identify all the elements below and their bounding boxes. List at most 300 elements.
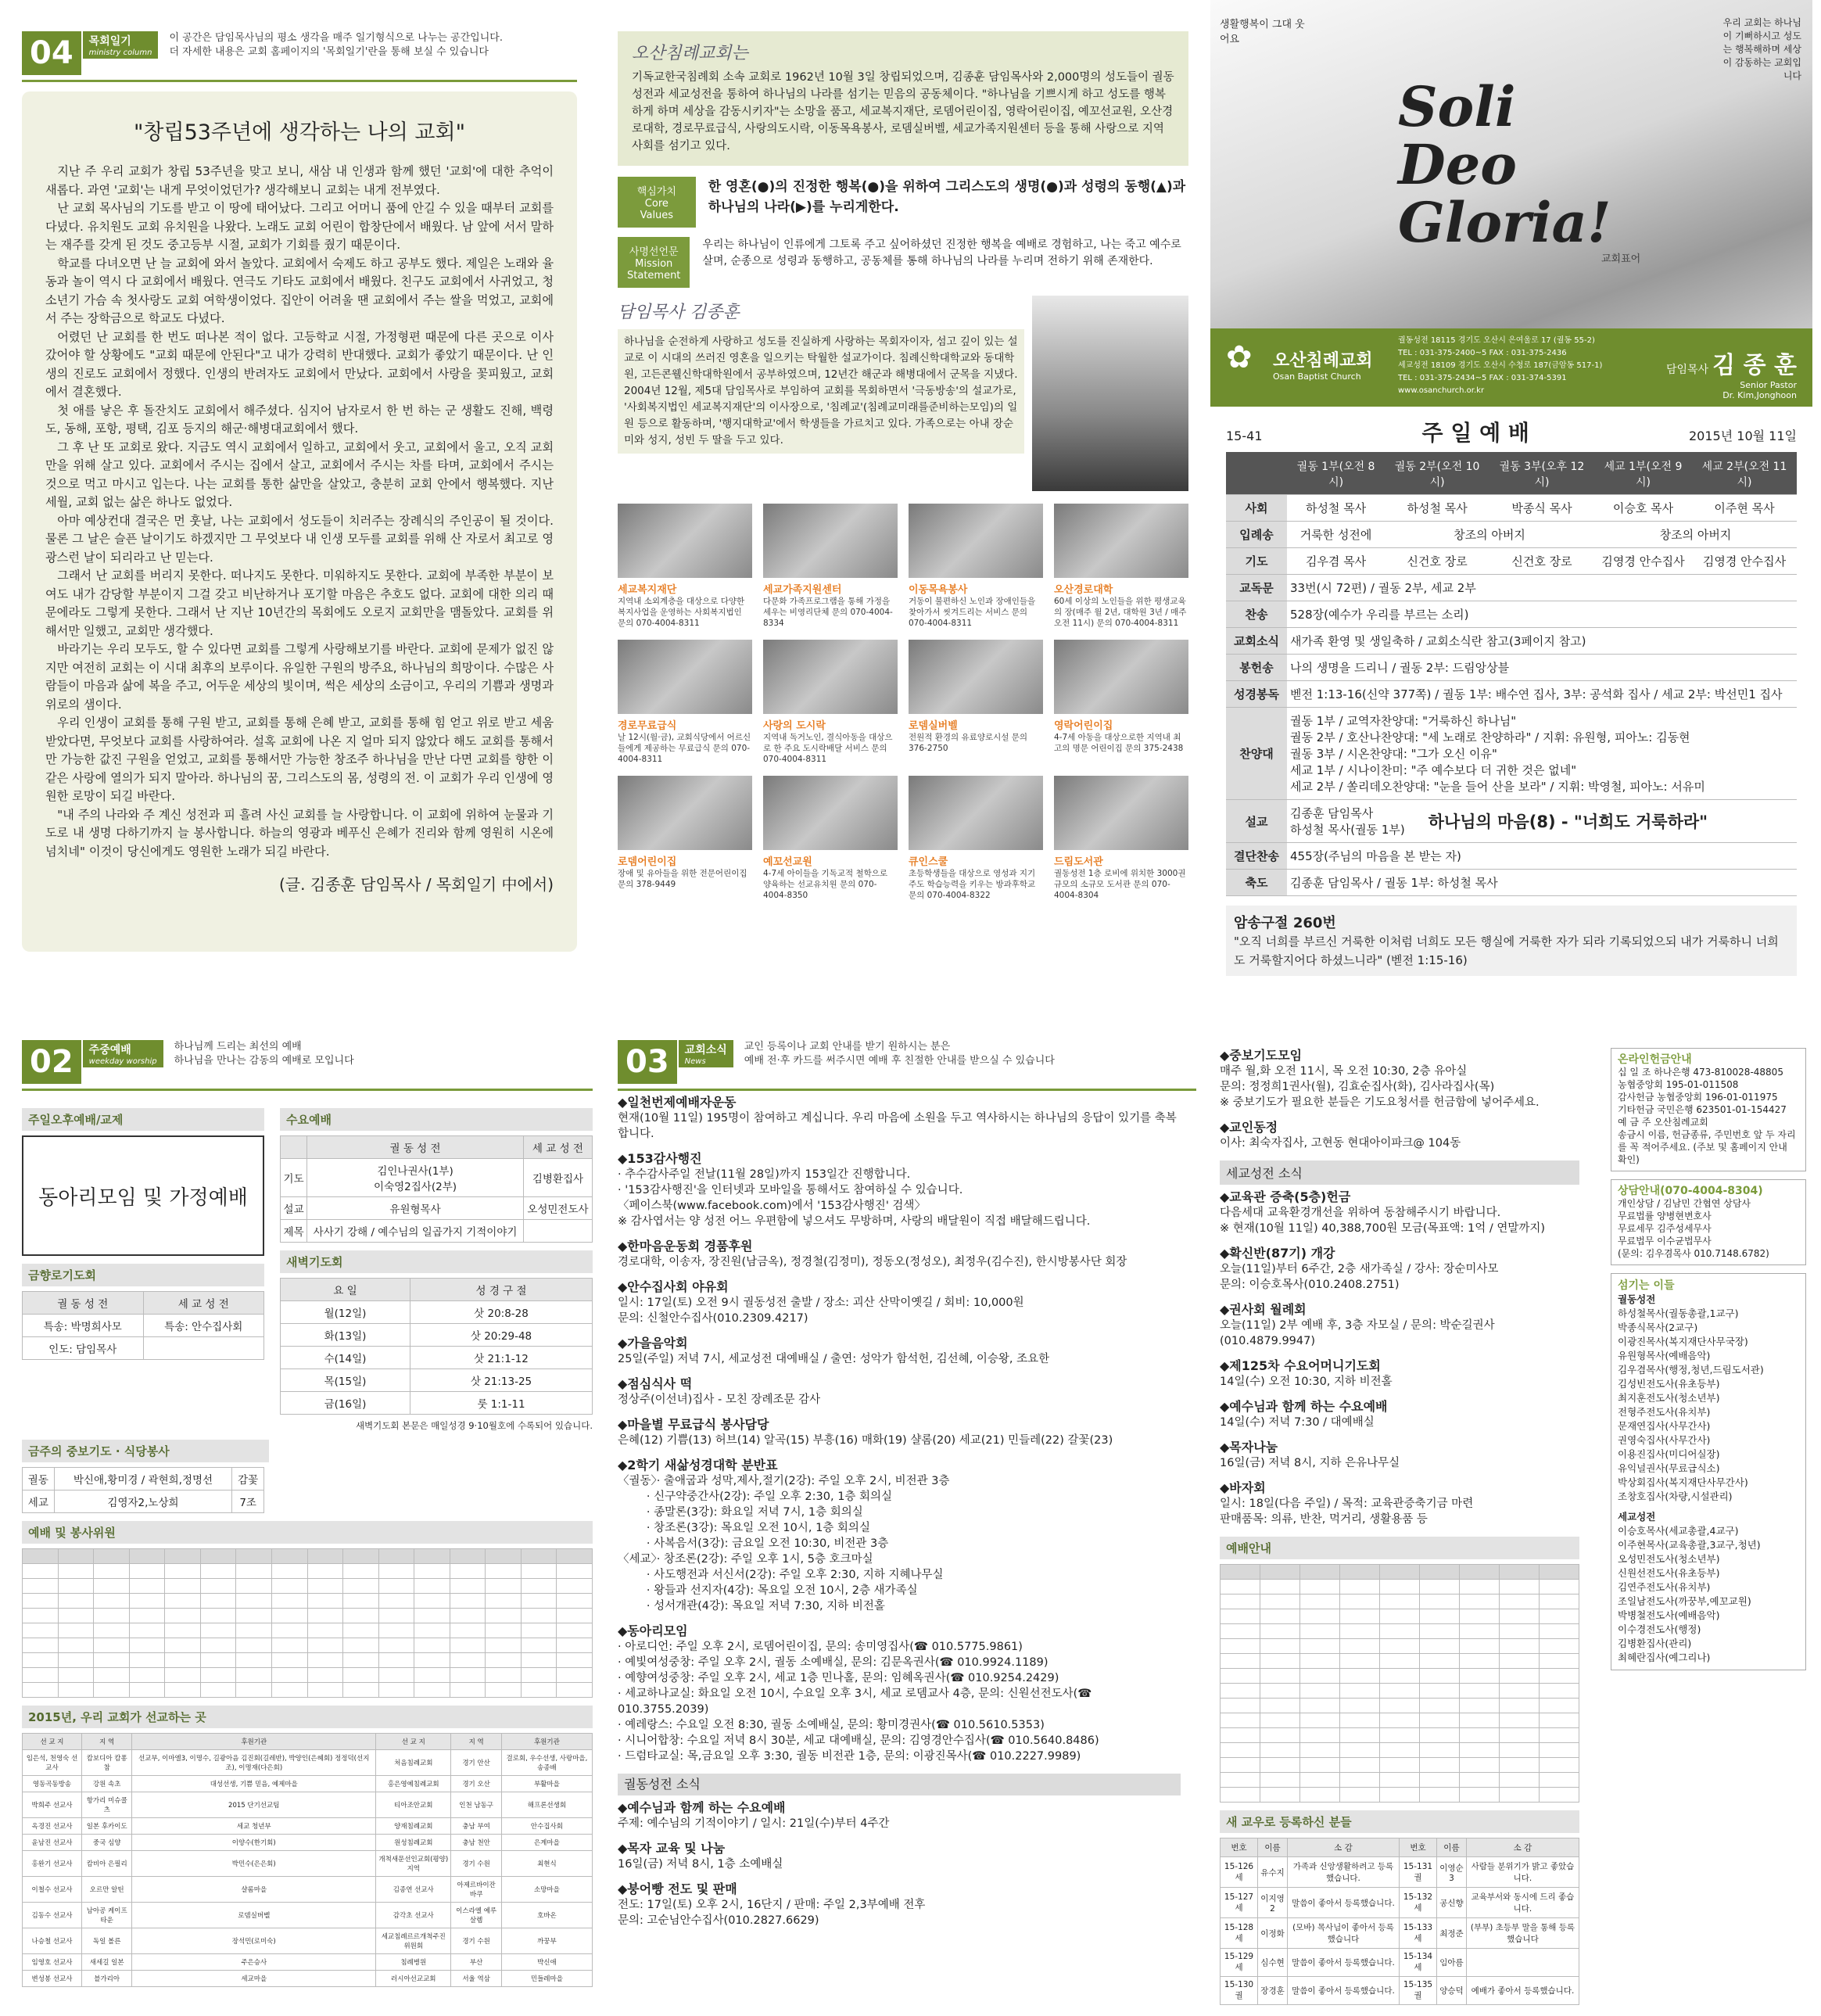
mission-cell: 이스라엘 예루살렘 (451, 1903, 501, 1928)
grid-cell (200, 1638, 236, 1653)
ministry-photo (618, 640, 752, 714)
grid-cell (1420, 1669, 1460, 1684)
order-row (1226, 522, 1797, 548)
grid-cell (1300, 1713, 1340, 1728)
sidebar-line: 김연주전도사(유치부) (1618, 1581, 1711, 1593)
new-member-cell: 15-131궐 (1399, 1857, 1436, 1888)
grid-cell (1500, 1669, 1540, 1684)
grid-cell (1260, 1595, 1300, 1609)
new-member-header: 소 감 (1466, 1838, 1579, 1857)
sidebar-line: 십 일 조 하나은행 473-810028-48805 (1618, 1067, 1783, 1078)
mission-cell: 양재침례교회 (376, 1818, 451, 1835)
mission-cell: 캄비아 은필리 (82, 1851, 132, 1877)
grid-cell (58, 1579, 94, 1594)
preacher: 김종훈 담임목사 (1290, 806, 1374, 820)
news-item (618, 1151, 1181, 1229)
mission-cell: 강원 속초 (82, 1776, 132, 1792)
grid-cell (236, 1623, 272, 1638)
order-cell: 나의 생명을 드리니 / 궐동 2부: 드림앙상블 (1287, 655, 1797, 681)
mission-cell: 까꿍부 (501, 1928, 592, 1954)
grid-cell (1260, 1743, 1300, 1758)
new-member-cell: (부부) 초등부 말을 통해 등록했습니다 (1466, 1918, 1579, 1949)
grid-cell (1260, 1728, 1300, 1743)
news-body: 이사: 최숙자집사, 고현동 현대아이파크@ 104동 (1220, 1137, 1461, 1150)
ministry-desc: 지역내 소외계층을 대상으로 다양한 복지사업을 운영하는 사회복지법인 문의 070-4004-8311 (618, 597, 745, 628)
grid-cell (1540, 1595, 1579, 1609)
new-members-table (1220, 1838, 1579, 2005)
grid-cell (1500, 1699, 1540, 1713)
grid-cell (343, 1579, 379, 1594)
dawn-cell: 목(15일) (281, 1369, 410, 1392)
grid-cell (557, 1579, 593, 1594)
news-body: 16일(금) 저녁 8시, 1층 소예배실 (618, 1858, 783, 1871)
ministry-card (763, 504, 898, 629)
grid-cell (307, 1549, 343, 1564)
grid-cell (271, 1653, 307, 1668)
wed-header: 세 교 성 전 (523, 1136, 592, 1159)
grid-cell (378, 1564, 414, 1579)
grid-cell (271, 1579, 307, 1594)
grid-cell (521, 1638, 557, 1653)
grid-cell (1340, 1758, 1380, 1773)
mission-cell: 홍은영예침례교회 (376, 1776, 451, 1792)
news-body: 일시: 18일(다음 주일) / 목적: 교육관증축기금 마련 판매품목: 의류, 반찬, 먹거리, 생활용품 등 (1220, 1498, 1474, 1526)
ministry-desc: 4-7세 아이들을 기독교적 철학으로 양육하는 선교유치원 문의 070-4004-8350 (763, 869, 888, 900)
grid-cell (23, 1683, 59, 1698)
grid-cell (1420, 1684, 1460, 1699)
mission-cell: 최현식 (501, 1851, 592, 1877)
mission-cell: 처음침례교회 (376, 1750, 451, 1776)
mission-cell: 오르만 알틴 (82, 1877, 132, 1903)
grid-cell (1460, 1639, 1500, 1654)
new-member-cell: 가족과 신앙생활하려고 등록했습니다. (1287, 1857, 1399, 1888)
preacher: 하성철 목사(궐동 1부) (1290, 823, 1405, 837)
grid-cell (1420, 1773, 1460, 1788)
grid-cell (23, 1549, 59, 1564)
new-member-header: 번호 (1399, 1838, 1436, 1857)
wed-cell: 오성민전도사 (523, 1197, 592, 1220)
ministry-photo (909, 640, 1043, 714)
grid-cell (1500, 1639, 1540, 1654)
sidebar-line: 농협중앙회 195-01-011508 (1618, 1079, 1739, 1090)
column-body (45, 163, 554, 861)
mission-cell: 인천 남동구 (451, 1792, 501, 1818)
order-cell: 하성철 목사 (1287, 495, 1385, 522)
grid-cell (1300, 1580, 1340, 1595)
new-member-header: 번호 (1221, 1838, 1258, 1857)
news-title: ◆한마음운동회 경품후원 (618, 1239, 753, 1254)
grid-cell (1221, 1743, 1260, 1758)
grid-cell (271, 1683, 307, 1698)
grid-cell (1540, 1639, 1579, 1654)
grid-cell (1380, 1565, 1420, 1580)
news-item (618, 1376, 1181, 1408)
grid-cell (94, 1623, 130, 1638)
grid-cell (236, 1579, 272, 1594)
grid-cell (1260, 1565, 1300, 1580)
order-row (1226, 601, 1797, 628)
grid-cell (129, 1594, 165, 1609)
ministry-name: 세교가족지원센터 (763, 584, 842, 596)
core-values-row (618, 177, 1188, 228)
grid-cell (1420, 1639, 1460, 1654)
section-description: 이 공간은 담임목사님의 평소 생각을 매주 일기형식으로 나누는 공간입니다. 더 자세한 내용은 교회 홈페이지의 '목회일기'란을 통해 보실 수 있습니다 (169, 32, 503, 58)
new-member-cell: 15-134세 (1399, 1949, 1436, 1977)
order-row (1226, 548, 1797, 575)
news-item (618, 1800, 1181, 1831)
grid-cell (521, 1549, 557, 1564)
wed-cell: 제목 (281, 1220, 307, 1243)
sidebar-line: 김성빈전도사(유초등부) (1618, 1378, 1720, 1390)
fri-cell: 인도: 담임목사 (23, 1337, 144, 1360)
online-offering-box: 온라인헌금안내 십 일 조 하나은행 473-810028-48805 농협중앙회 195-01-011508 감사헌금 농협중앙회 196-01-011975 기타헌금 국민은행 623501-01-154427 예 금 주 오산침례교회 송금시 이름, 헌금종류, 주민번호 앞 두 자리를 꼭 적어주세요. (주보 및 홈페이지 안내 확인) (1611, 1048, 1806, 1171)
new-member-header: 이름 (1258, 1838, 1288, 1857)
sidebar-line: (문의: 김우겸목사 010.7148.6782) (1618, 1248, 1769, 1259)
ministry-card (618, 776, 752, 901)
grid-cell (1380, 1788, 1420, 1803)
sermon-title: 하나님의 마음(8) - "너희도 거룩하라" (1428, 812, 1708, 831)
grid-cell (165, 1668, 201, 1683)
grid-cell (1300, 1684, 1340, 1699)
news-body: 경로대학, 이송자, 장진원(남금옥), 정경철(김정미), 정동오(정성오), 최정우(김수진), 한시방봉사단 회장 (618, 1256, 1127, 1268)
news-title: ◆153감사행진 (618, 1151, 702, 1166)
ministry-name: 큐인스쿨 (909, 856, 948, 868)
dawn-cell: 삿 21:1-12 (410, 1347, 593, 1369)
grid-cell (378, 1549, 414, 1564)
order-label: 찬양대 (1226, 708, 1287, 800)
grid-cell (200, 1683, 236, 1698)
sidebar-line: 김우겸목사(행정,청년,드림도서관) (1618, 1364, 1764, 1376)
grid-cell (1340, 1565, 1380, 1580)
column-paragraph: 첫 애를 낳은 후 돌잔치도 교회에서 해주셨다. 심지어 남자로서 한 번 하는 군 생활도 진해, 백령도, 동해, 포항, 평택, 김포 등지의 해군·해병대교회에서 했다. (45, 403, 554, 436)
grid-cell (1420, 1624, 1460, 1639)
grid-cell (307, 1609, 343, 1623)
mission-text: 우리는 하나님이 인류에게 그토록 주고 싶어하셨던 진정한 행복을 예배로 경험하고, 나는 죽고 예수로 살며, 순종으로 성령과 동행하고, 공동체를 통해 하나님의 나라를 누리며 전하기 위해 존재한다. (702, 239, 1181, 267)
core-values-text: 한 영혼(●)의 진정한 행복(●)을 위하여 그리스도의 생명(●)과 성령의 동행(▲)과 하나님의 나라(▶)를 누리게한다. (708, 179, 1186, 215)
news-item (618, 1417, 1181, 1448)
news-title: ◆중보기도모임 (1220, 1048, 1303, 1063)
new-member-cell: 말씀이 좋아서 등록했습니다. (1287, 1949, 1399, 1977)
grid-cell (450, 1609, 486, 1623)
mission-cell: 이양수(한기회) (132, 1835, 376, 1851)
worship-info-table (1220, 1564, 1579, 1803)
new-member-cell: 공신향 (1437, 1888, 1467, 1918)
news-item (1220, 1399, 1579, 1430)
segyo-news-bar: 세교성전 소식 (1220, 1160, 1579, 1185)
new-member-cell: 교육부서와 동시에 드리 좋습니다. (1466, 1888, 1579, 1918)
grid-cell (1300, 1609, 1340, 1624)
pastor-title: 담임목사 김종훈 (618, 303, 740, 322)
grid-cell (1221, 1788, 1260, 1803)
mission-cell: 이철수 선교사 (23, 1877, 82, 1903)
grid-cell (1540, 1580, 1579, 1595)
grid-cell (1300, 1624, 1340, 1639)
mission-cell: 안수집사회 (501, 1818, 592, 1835)
counseling-box: 상담안내(070-4004-8304) 개인상담 / 김남민 간협연 상담사 무료법률 양병현변호사 무료세무 김주성세무사 무료법무 이수균법무사 (문의: 김우겸목사 010.7148.6782) (1611, 1179, 1806, 1265)
serve-cell: 세교 (23, 1490, 55, 1513)
grid-cell (1260, 1773, 1300, 1788)
ministry-photo (909, 776, 1043, 850)
grid-cell (23, 1579, 59, 1594)
grid-cell (307, 1668, 343, 1683)
mission-cell: 티아조안교회 (376, 1792, 451, 1818)
ministry-name: 경로무료급식 (618, 720, 677, 732)
column-paragraph: 그래서 난 교회를 버리지 못한다. 떠나지도 못한다. 미워하지도 못한다. 교회에 부족한 부분이 보여도 내가 감당할 부분이지 그걸 갖고 비난하거나 포기할 마음은 추호도 없다. 교회에 대한 의리 때문에라도 그렇게 못한다. 그래서 난 지난 10년간의 목회에도 오로지 교회만을 맴돌았다. 교회를 위해서만 일했고, 교회만 생각했다. (45, 569, 554, 638)
grid-cell (307, 1594, 343, 1609)
mission-cell: 침례병원 (376, 1954, 451, 1971)
sidebar-line: 조창호집사(차량,시설관리) (1618, 1490, 1733, 1502)
mission-cell: 샬롬마을 (132, 1877, 376, 1903)
dawn-cell: 금(16일) (281, 1392, 410, 1415)
news-title: ◆동아리모임 (618, 1623, 688, 1638)
fri-header: 세 교 성 전 (143, 1292, 264, 1315)
order-cell: 김우겸 목사 (1287, 548, 1385, 575)
grid-cell (450, 1638, 486, 1653)
grid-cell (1340, 1609, 1380, 1624)
grid-cell (129, 1668, 165, 1683)
grid-cell (414, 1579, 450, 1594)
grid-cell (1380, 1609, 1420, 1624)
cover-image (1210, 0, 1812, 407)
new-member-cell: 15-132세 (1399, 1888, 1436, 1918)
order-cell: 528장(예수가 우리를 부르는 소리) (1287, 601, 1797, 628)
grid-cell (129, 1638, 165, 1653)
new-member-cell: 15-127세 (1221, 1888, 1258, 1918)
news-body: 16일(금) 저녁 8시, 지하 은유나무실 (1220, 1457, 1400, 1469)
order-label: 성경봉독 (1226, 681, 1287, 708)
news-title: ◆가을음악회 (618, 1336, 688, 1351)
grid-cell (1420, 1699, 1460, 1713)
grid-cell (521, 1564, 557, 1579)
grid-cell (414, 1653, 450, 1668)
column-box (22, 91, 577, 952)
ministry-card (1054, 776, 1188, 901)
new-member-cell: (모바) 목사님이 좋아서 등록했습니다 (1287, 1918, 1399, 1949)
sidebar-line: 최지훈전도사(청소년부) (1618, 1392, 1720, 1404)
church-motto: Soli Deo Gloria! (1398, 74, 1611, 255)
grid-cell (1340, 1654, 1380, 1669)
news-body: 일시: 17일(토) 오전 9시 궐동성전 출발 / 장소: 괴산 산막이옛길 / 회비: 10,000원 문의: 신철안수집사(010.2309.4217) (618, 1297, 1024, 1325)
pastor-bio: 하나님을 순전하게 사랑하고 성도를 진실하게 사랑하는 목회자이자, 섬고 깊이 있는 설교로 이 시대의 쓰러진 영혼을 일으키는 탁월한 설교가이다. 침례신학대학교와 동대학원, 고든콘웰신학대학원에서 공부하였으며, 12년간 해군과 해병대에서 군목을 지냈다. 2004년 12월, 제5대 담임목사로 부임하여 교회를 목회하면서 '극동방송'의 설교가로, '사회복지법인 세교복지재단'의 이사장으로, '침례교'(침례교미래를준비하는모임)의 일원 등으로 활동하며, '행지대학교'에서 학생들을 가르치고 있다. 가족으로는 아내 장순미와 성지, 성빈 두 딸을 두고 있다. (618, 329, 1024, 454)
grid-cell (343, 1564, 379, 1579)
sidebar-line: 개인상담 / 김남민 간협연 상담사 (1618, 1198, 1751, 1209)
column-paragraph: 어렸던 난 교회를 한 번도 떠나본 적이 없다. 고등학교 시절, 가정형편 때문에 다른 곳으로 이사 갔어야 할 상황에도 "교회 때문에 안된다"고 내가 강력히 반대했다. 교회가 좋았기 때문이다. 난 인생의 진로도 교회에서 정했다. 인생의 반려자도 교회에서 만났다. 교회에서 사랑을 꽃피웠고, 교회에서 결혼했다. (45, 329, 554, 399)
mission-cell: 독일 볼른 (82, 1928, 132, 1954)
grid-cell (1340, 1728, 1380, 1743)
service-heading: 주 일 예 배 (1421, 420, 1529, 446)
mission-header: 지 역 (82, 1734, 132, 1750)
mission-cell: 박민수(은은회) (132, 1851, 376, 1877)
wed-cell: 기도 (281, 1159, 307, 1197)
mission-cell: 주은승사 (132, 1954, 376, 1971)
ministry-card (1054, 504, 1188, 629)
grid-cell (23, 1594, 59, 1609)
serve-title: 금주의 중보기도 · 식당봉사 (22, 1440, 269, 1462)
grid-cell (414, 1683, 450, 1698)
news-title: ◆예수님과 함께 하는 수요예배 (1220, 1399, 1388, 1414)
choir-line: 궐동 3부 / 시온찬양대: "그가 오신 이유" (1290, 747, 1497, 761)
order-cell: 새가족 환영 및 생일축하 / 교회소식란 참고(3페이지 참고) (1287, 628, 1797, 655)
ministry-card (763, 776, 898, 901)
news-title: ◆안수집사회 야유회 (618, 1279, 729, 1294)
gwoldong-news-bar: 궐동성전 소식 (618, 1774, 1181, 1795)
ministry-photo (763, 776, 898, 850)
grid-cell (1380, 1758, 1420, 1773)
grid-cell (1221, 1758, 1260, 1773)
fri-cell: 특송: 안수집사회 (143, 1315, 264, 1337)
staff-box: 섬기는 이들 궐동성전 하성철목사(궐동총괄,1교구) 박종식목사(2교구) 이광진목사(복지재단사무국장) 유원형목사(예배음악) 김우겸목사(행정,청년,드림도서관) 김성빈전도사(유초등부) 최지훈전도사(청소년부) 전형주전도사(유치부) 문재연집사(사무간사) 권영숙집사(사무간사) 이용진집사(미디어실장) 유익널권사(무료급식소) 박상회집사(복지재단사무간사) 조창호집사(차량,시설관리) 세교성전 이승호목사(세교총괄,4교구) 이주현목사(교육총괄,3교구,청년) 오성민전도사(청소년부) 신원선전도사(유초등부) 김연주전도사(유치부) 조일남전도사(까꿍부,예꼬교원) 박병철전도사(예배음악) 이수경전도사(행정) 김병환집사(관리) 최혜란집사(예그리나) (1611, 1273, 1806, 1670)
news-body: 전도: 17일(토) 오후 2시, 16단지 / 판매: 주일 2,3부예배 전후 문의: 고순님안수집사(010.2827.6629) (618, 1899, 926, 1927)
grid-cell (1260, 1713, 1300, 1728)
grid-cell (1221, 1773, 1260, 1788)
grid-cell (58, 1594, 94, 1609)
serve-table (22, 1467, 264, 1513)
section-number: 03 (618, 1040, 677, 1084)
mission-title: 2015년, 우리 교회가 선교하는 곳 (22, 1706, 593, 1728)
mission-cell: 호바온 (501, 1903, 592, 1928)
grid-cell (200, 1609, 236, 1623)
mission-cell: 경기 안산 (451, 1750, 501, 1776)
sermon-wrap (1290, 805, 1794, 838)
order-cell (1287, 708, 1797, 800)
order-col-header: 궐동 2부(오전 10시) (1385, 454, 1489, 495)
news-panel (618, 1040, 1196, 2010)
ministry-name: 사랑의 도시락 (763, 720, 826, 732)
mission-cell: 원성침례교회 (376, 1835, 451, 1851)
news-title: ◆바자회 (1220, 1480, 1266, 1495)
news-item (618, 1841, 1181, 1872)
grid-cell (1540, 1565, 1579, 1580)
order-cell: 벧전 1:13-16(신약 377쪽) / 궐동 1부: 배수연 집사, 3부: 공석화 집사 / 세교 2부: 박선민1 집사 (1287, 681, 1797, 708)
order-label: 축도 (1226, 870, 1287, 896)
grid-cell (557, 1653, 593, 1668)
grid-cell (521, 1653, 557, 1668)
church-intro-panel (618, 31, 1188, 985)
sidebar-line: 감사헌금 농협중앙회 196-01-011975 (1618, 1092, 1778, 1103)
church-intro-text: 기독교한국침례회 소속 교회로 1962년 10월 3일 창립되었으며, 김종훈 담임목사와 2,000명의 성도들이 궐동성전과 세교성전을 통하여 하나님의 나라를 섬기는 믿음의 공동체이다. "하나님을 기쁘시게 하고 성도를 행복하게 하며 세상을 감동시키자"는 소망을 품고, 세교복지재단, 로뎀어린이집, 영락어린이집, 예꼬선교원, 오산경로대학, 경로무료급식, 사랑의도시락, 이동목욕봉사, 로뎀실버벨, 세교가족지원센터 등을 통해 사랑으로 지역사회를 섬기고 있다. (632, 71, 1174, 152)
new-member-cell: 사람들 분위기가 밝고 좋았습니다. (1466, 1857, 1579, 1888)
grid-cell (1221, 1624, 1260, 1639)
wednesday-table (280, 1135, 593, 1243)
grid-cell (23, 1623, 59, 1638)
mission-cell: 항가리 미슈콜츠 (82, 1792, 132, 1818)
grid-cell (1380, 1624, 1420, 1639)
section-label: 교회소식 News (679, 1040, 733, 1067)
column-paragraph: 난 교회 목사님의 기도를 받고 이 땅에 태어났다. 그리고 어머니 품에 안길 수 있을 때부터 교회를 다녔다. 유치원도 교회 유치원을 나왔다. 노래도 교회 어린이 합창단에서 배웠다. 남 앞에 서서 말하는 재주를 갖게 된 것도 중고등부 시절, 교회가 기회를 줬기 때문이다. (45, 201, 554, 252)
grid-cell (557, 1668, 593, 1683)
grid-cell (1221, 1684, 1260, 1699)
ministry-card (763, 640, 898, 765)
news-body: 주제: 예수님의 기적이야기 / 일시: 21일(수)부터 4주간 (618, 1817, 890, 1830)
grid-cell (1340, 1595, 1380, 1609)
grid-cell (94, 1609, 130, 1623)
mission-cell: 임영호 선교사 (23, 1954, 82, 1971)
grid-cell (1260, 1639, 1300, 1654)
grid-cell (378, 1653, 414, 1668)
grid-cell (1380, 1773, 1420, 1788)
sidebar-line: 무료법무 이수균법무사 (1618, 1236, 1712, 1247)
grid-cell (23, 1564, 59, 1579)
grid-cell (1460, 1773, 1500, 1788)
news-title: ◆확신반(87기) 개강 (1220, 1246, 1335, 1261)
ministry-photo (1054, 776, 1188, 850)
order-cell (1287, 800, 1797, 843)
sidebar-line: 이주현목사(교육총괄,3교구,청년) (1618, 1539, 1761, 1551)
grid-cell (1540, 1669, 1579, 1684)
grid-cell (486, 1623, 522, 1638)
dawn-header: 요 일 (281, 1279, 410, 1301)
ministry-desc: 지역내 독거노인, 결식아동을 대상으로 한 주요 도시락배달 서비스 문의 070-4004-8311 (763, 733, 893, 764)
grid-cell (307, 1683, 343, 1698)
grid-cell (271, 1594, 307, 1609)
mission-row (618, 237, 1188, 288)
section-header (618, 1040, 1196, 1091)
news-column-1 (618, 1095, 1181, 1938)
grid-cell (414, 1668, 450, 1683)
grid-cell (1380, 1713, 1420, 1728)
ministry-desc: 거동이 불편하신 노인과 장애인들을 찾아가서 씻겨드리는 서비스 문의 070-4004-8311 (909, 597, 1036, 628)
core-values-tag: 핵심가치 Core Values (618, 177, 696, 228)
mission-header: 지 역 (451, 1734, 501, 1750)
grid-cell (343, 1653, 379, 1668)
news-body: 오늘(11일)부터 6주간, 2층 새가족실 / 강사: 장순미사모 문의: 이승호목사(010.2408.2751) (1220, 1263, 1499, 1291)
grid-cell (1221, 1669, 1260, 1684)
grid-cell (378, 1668, 414, 1683)
serve-cell: 7조 (232, 1490, 264, 1513)
choir-line: 궐동 2부 / 호산나찬양대: "세 노래로 찬양하라" / 지휘: 유원형, 피아노: 김동현 (1290, 730, 1690, 744)
church-name: 오산침례교회 (1273, 351, 1373, 371)
grid-cell (23, 1668, 59, 1683)
church-name-en: Osan Baptist Church (1273, 371, 1361, 382)
grid-cell (1260, 1654, 1300, 1669)
news-title: ◆붕어빵 전도 및 판매 (618, 1881, 737, 1896)
grid-cell (165, 1594, 201, 1609)
grid-cell (378, 1683, 414, 1698)
news-body: 다음세대 교육환경개선을 위하여 동참해주시기 바랍니다. ※ 현재(10월 11일) 40,388,700원 모금(목표액: 1억 / 연말까지) (1220, 1207, 1546, 1235)
grid-cell (1300, 1788, 1340, 1803)
grid-cell (378, 1594, 414, 1609)
grid-cell (343, 1623, 379, 1638)
grid-cell (1221, 1654, 1260, 1669)
order-cell: 거룩한 성전에 (1287, 522, 1385, 548)
grid-cell (1260, 1624, 1300, 1639)
grid-cell (486, 1549, 522, 1564)
grid-cell (1380, 1684, 1420, 1699)
sidebar-line: 최혜란집사(예그리나) (1618, 1652, 1711, 1663)
news-item (1220, 1480, 1579, 1527)
sidebar-line: 신원선전도사(유초등부) (1618, 1567, 1720, 1579)
grid-cell (1260, 1684, 1300, 1699)
news-title: ◆점심식사 떡 (618, 1376, 693, 1391)
grid-cell (1460, 1624, 1500, 1639)
grid-cell (1300, 1639, 1340, 1654)
new-member-cell: 이정화 (1258, 1918, 1288, 1949)
grid-cell (1420, 1788, 1460, 1803)
grid-cell (94, 1653, 130, 1668)
grid-cell (414, 1609, 450, 1623)
grid-cell (1540, 1743, 1579, 1758)
column-paragraph: 우리 인생이 교회를 통해 구원 받고, 교회를 통해 은혜 받고, 교회를 통해 힘 얻고 위로 받고 세움 받았다면, 무엇보다 교회를 사랑하여라. 설혹 교회에 나온 지 얼마 되지 않았다 해도 교회를 통해서만 가능한 값진 구원을 얻었고, 교회를 통해서만 가능한 창조주 하나님을 만난 다면 교회를 향한 이 같은 사랑에 열의가 되지 말아라. 하나님의 꿈, 그리스도의 몸, 성령의 전. 이 교회가 우리 인생에 영원한 로망이 되길 바란다. (45, 716, 554, 803)
grid-cell (1420, 1743, 1460, 1758)
cover-slogan-right: 우리 교회는 하나님이 기뻐하시고 성도는 행복해하며 세상이 감동하는 교회입니다 (1722, 17, 1801, 81)
mission-header: 후원기관 (132, 1734, 376, 1750)
ministry-card (909, 640, 1043, 765)
issue-number: 15-41 (1226, 429, 1263, 443)
grid-cell (58, 1683, 94, 1698)
grid-cell (271, 1623, 307, 1638)
grid-cell (1221, 1713, 1260, 1728)
ministry-column-panel (22, 31, 577, 985)
